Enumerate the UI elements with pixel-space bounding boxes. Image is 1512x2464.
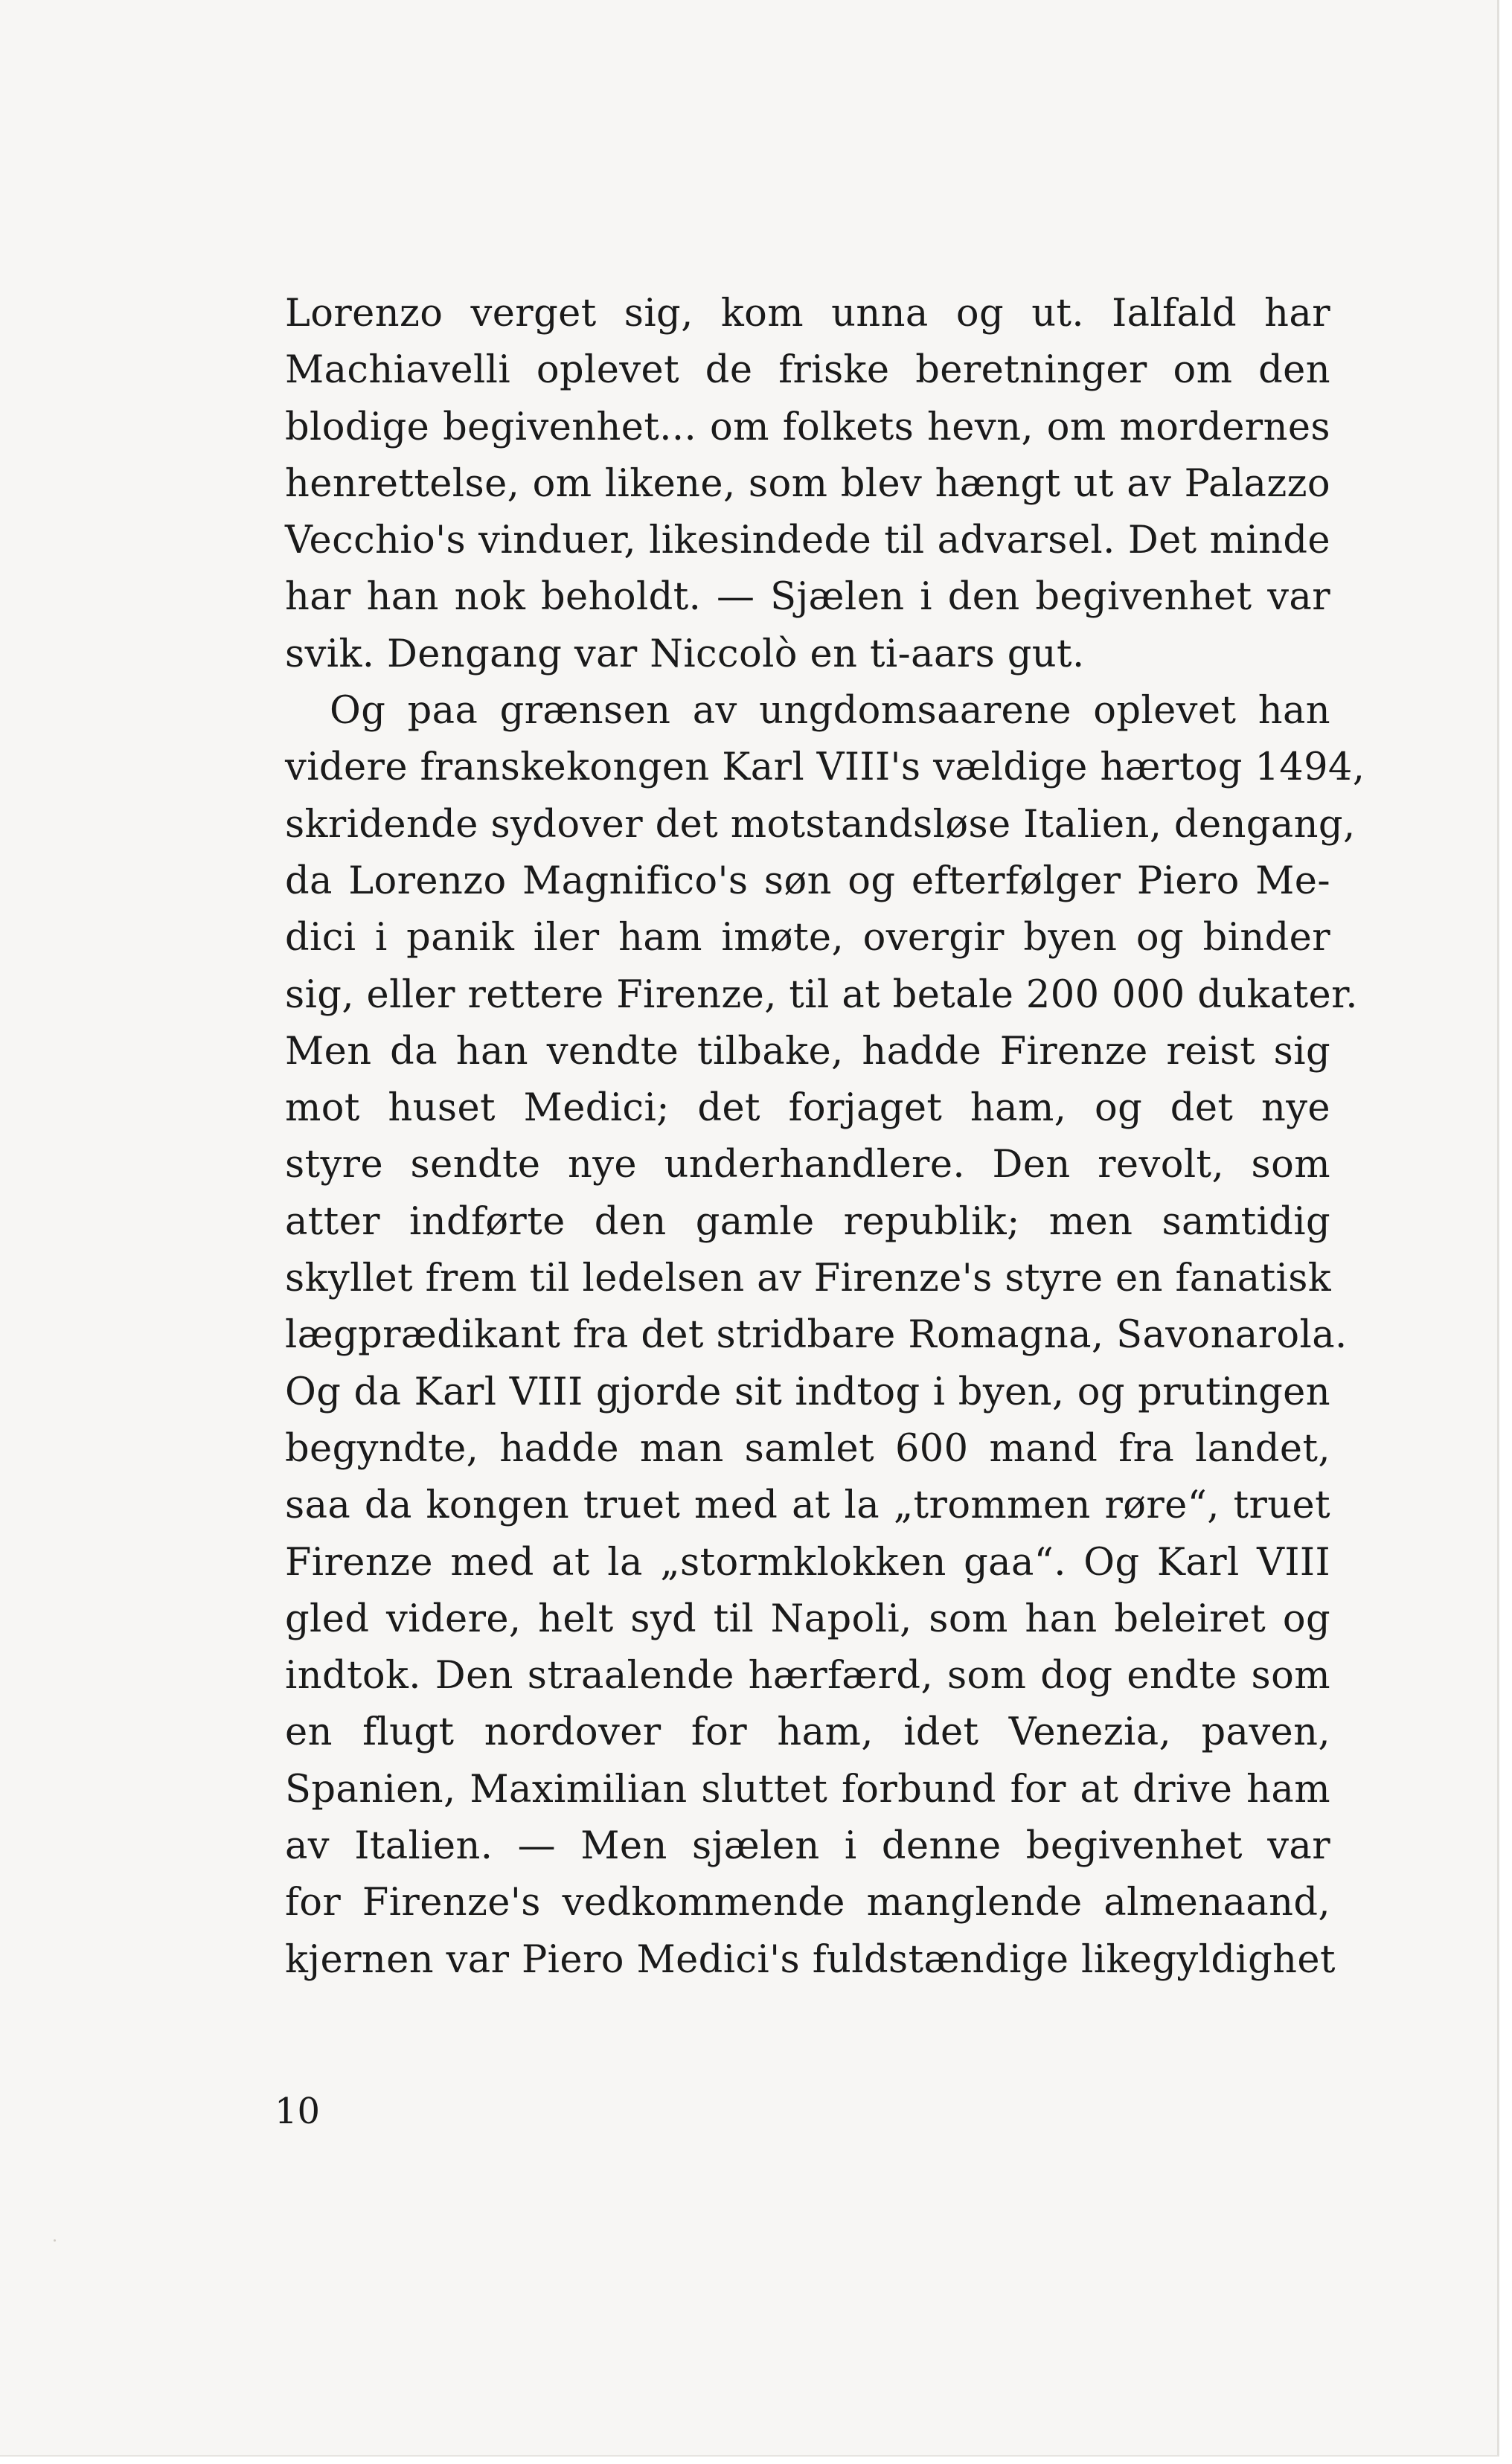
paragraph-1 — [285, 286, 1330, 683]
text-line: lægprædikant fra det stridbare Romagna, Savonarola. — [285, 1313, 1348, 1358]
text-line: skridende sydover det motstandsløse Italien, dengang, — [285, 802, 1356, 847]
text-line: Spanien, Maximilian sluttet forbund for at drive ham — [285, 1767, 1330, 1812]
text-line: atter indførte den gamle republik; men samtidig — [285, 1199, 1330, 1244]
text-line: styre sendte nye underhandlere. Den revolt, som — [285, 1143, 1330, 1187]
text-line: har han nok beholdt. — Sjælen i den begivenhet var — [285, 575, 1330, 620]
text-line: kjernen var Piero Medici's fuldstændige likegyldighet — [285, 1937, 1336, 1982]
text-line: blodige begivenhet... om folkets hevn, om mordernes — [285, 405, 1330, 449]
text-line: mot huset Medici; det forjaget ham, og det nye — [285, 1086, 1330, 1131]
text-line: henrettelse, om likene, som blev hængt ut av Palazzo — [285, 461, 1330, 506]
text-line: da Lorenzo Magnifico's søn og efterfølger Piero Me- — [285, 859, 1330, 903]
text-line: Firenze med at la „stormklokken gaa“. Og Karl VIII — [285, 1540, 1330, 1585]
paragraph-2 — [285, 683, 1365, 1989]
text-line: videre franskekongen Karl VIII's vældige hærtog 1494, — [285, 745, 1365, 790]
text-line: Men da han vendte tilbake, hadde Firenze reist sig — [285, 1029, 1330, 1074]
text-line: sig, eller rettere Firenze, til at betale 200 000 dukater. — [285, 972, 1358, 1017]
body-text — [285, 286, 1365, 1989]
page-number: 10 — [275, 2091, 321, 2132]
text-line: indtok. Den straalende hærfærd, som dog endte som — [285, 1654, 1330, 1698]
paper-speck — [54, 2239, 56, 2242]
text-line: begyndte, hadde man samlet 600 mand fra landet, — [285, 1426, 1330, 1471]
text-line: Og paa grænsen av ungdomsaarene oplevet han — [330, 689, 1330, 734]
text-line: dici i panik iler ham imøte, overgir byen og binder — [285, 916, 1330, 960]
text-line: en flugt nordover for ham, idet Venezia, paven, — [285, 1710, 1330, 1755]
text-line: skyllet frem til ledelsen av Firenze's styre en fanatisk — [285, 1257, 1332, 1301]
text-line: gled videre, helt syd til Napoli, som han beleiret og — [285, 1597, 1330, 1641]
text-line: Vecchio's vinduer, likesindede til advarsel. Det minde — [285, 519, 1330, 563]
text-line: for Firenze's vedkommende manglende almenaand, — [285, 1881, 1330, 1925]
text-line: Lorenzo verget sig, kom unna og ut. Ialfald har — [285, 292, 1330, 336]
text-line: Machiavelli oplevet de friske beretninger om den — [285, 348, 1330, 393]
text-line: av Italien. — Men sjælen i denne begivenhet var — [285, 1824, 1330, 1869]
text-line: svik. Dengang var Niccolò en ti-aars gut. — [285, 632, 1085, 676]
text-line: saa da kongen truet med at la „trommen røre“, truet — [285, 1483, 1330, 1528]
text-line: Og da Karl VIII gjorde sit indtog i byen, og prutingen — [285, 1370, 1330, 1414]
